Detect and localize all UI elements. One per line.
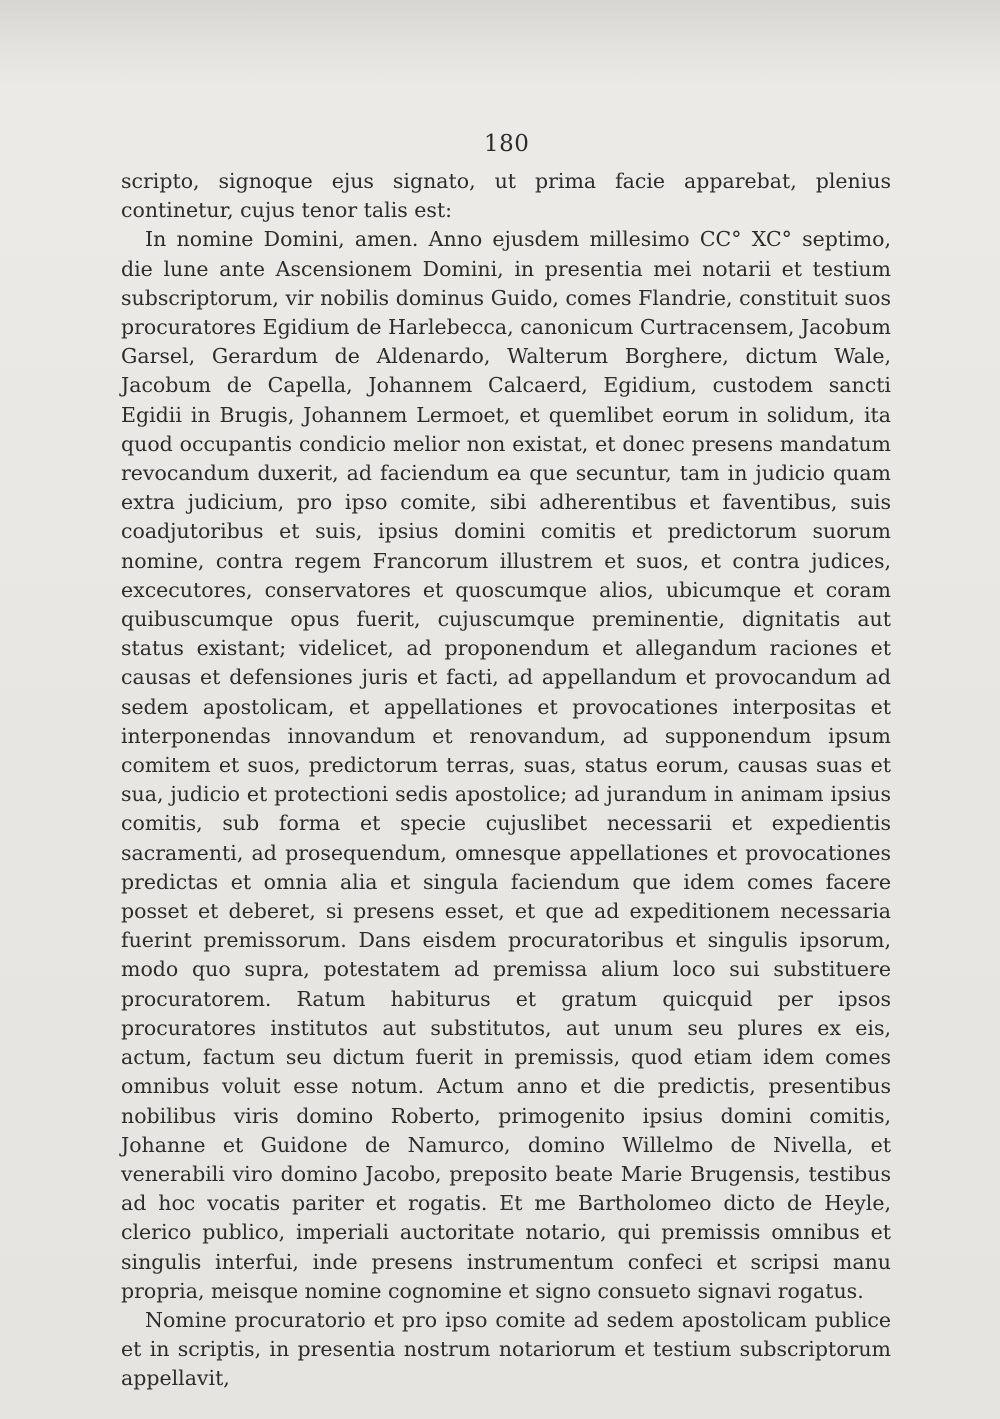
body-text [121, 167, 891, 1394]
paragraph-appeal: Nomine procuratorio et pro ipso comite ad sedem apostolicam publice et in scriptis, in presentia nostrum notariorum et testium subscriptorum appellavit, [121, 1307, 891, 1391]
page-number: 180 [484, 131, 530, 157]
paragraph-instrument: In nomine Domini, amen. Anno ejusdem millesimo CC° XC° septimo, die lune ante Ascensionem Domini, in presentia mei notarii et testium subscriptorum, vir nobilis dominus Guido, comes Flandrie, constituit suos procuratores Egidium de Harlebecca, canonicum Curtracensem, Jacobum Garsel, Gerardum de Aldenardo, Walterum Borghere, dictum Wale, Jacobum de Capella, Johannem Calcaerd, Egidium, custodem sancti Egidii in Brugis, Johannem Lermoet, et quemlibet eorum in solidum, ita quod occupantis condicio melior non existat, et donec presens mandatum revocandum duxerit, ad faciendum ea que secuntur, tam in judicio quam extra judicium, pro ipso comite, sibi adherentibus et faventibus, suis coadjutoribus et suis, ipsius domini comitis et predictorum suorum nomine, contra regem Francorum illustrem et suos, et contra judices, excecutores, conservatores et quoscumque alios, ubicumque et coram quibuscumque opus fuerit, cujuscumque preminentie, dignitatis aut status existant; videlicet, ad proponendum et allegandum raciones et causas et defensiones juris et facti, ad appellandum et provocandum ad sedem apostolicam, et appellationes et provocationes interpositas et interponendas innovandum et renovandum, ad supponendum ipsum comitem et suos, predictorum terras, suas, status eorum, causas suas et sua, judicio et protectioni sedis apostolice; ad jurandum in animam ipsius comitis, sub forma et specie cujuslibet necessarii et expedientis sacramenti, ad prosequendum, omnesque appellationes et provocationes predictas et omnia alia et singula faciendum que idem comes facere posset et deberet, si presens esset, et que ad expeditionem necessaria fuerint premissorum. Dans eisdem procuratoribus et singulis ipsorum, modo quo supra, potestatem ad premissa alium loco sui substituere procuratorem. Ratum habiturus et gratum quicquid per ipsos procuratores institutos aut substitutos, aut unum seu plures ex eis, actum, factum seu dictum fuerit in premissis, quod etiam idem comes omnibus voluit esse notum. Actum anno et die predictis, presentibus nobilibus viris domino Roberto, primogenito ipsius domini comitis, Johanne et Guidone de Namurco, domino Willelmo de Nivella, et venerabili viro domino Jacobo, preposito beate Marie Brugensis, testibus ad hoc vocatis pariter et rogatis. Et me Bartholomeo dicto de Heyle, clerico publico, imperiali auctoritate notario, qui premissis omnibus et singulis interfui, inde presens instrumentum confeci et scripsi manu propria, meisque nomine cognomine et signo consueto signavi rogatus. [121, 227, 891, 1303]
scan-shadow [0, 0, 1000, 90]
paragraph-continuation: scripto, signoque ejus signato, ut prima facie apparebat, plenius continetur, cujus tenor talis est: [121, 169, 891, 223]
